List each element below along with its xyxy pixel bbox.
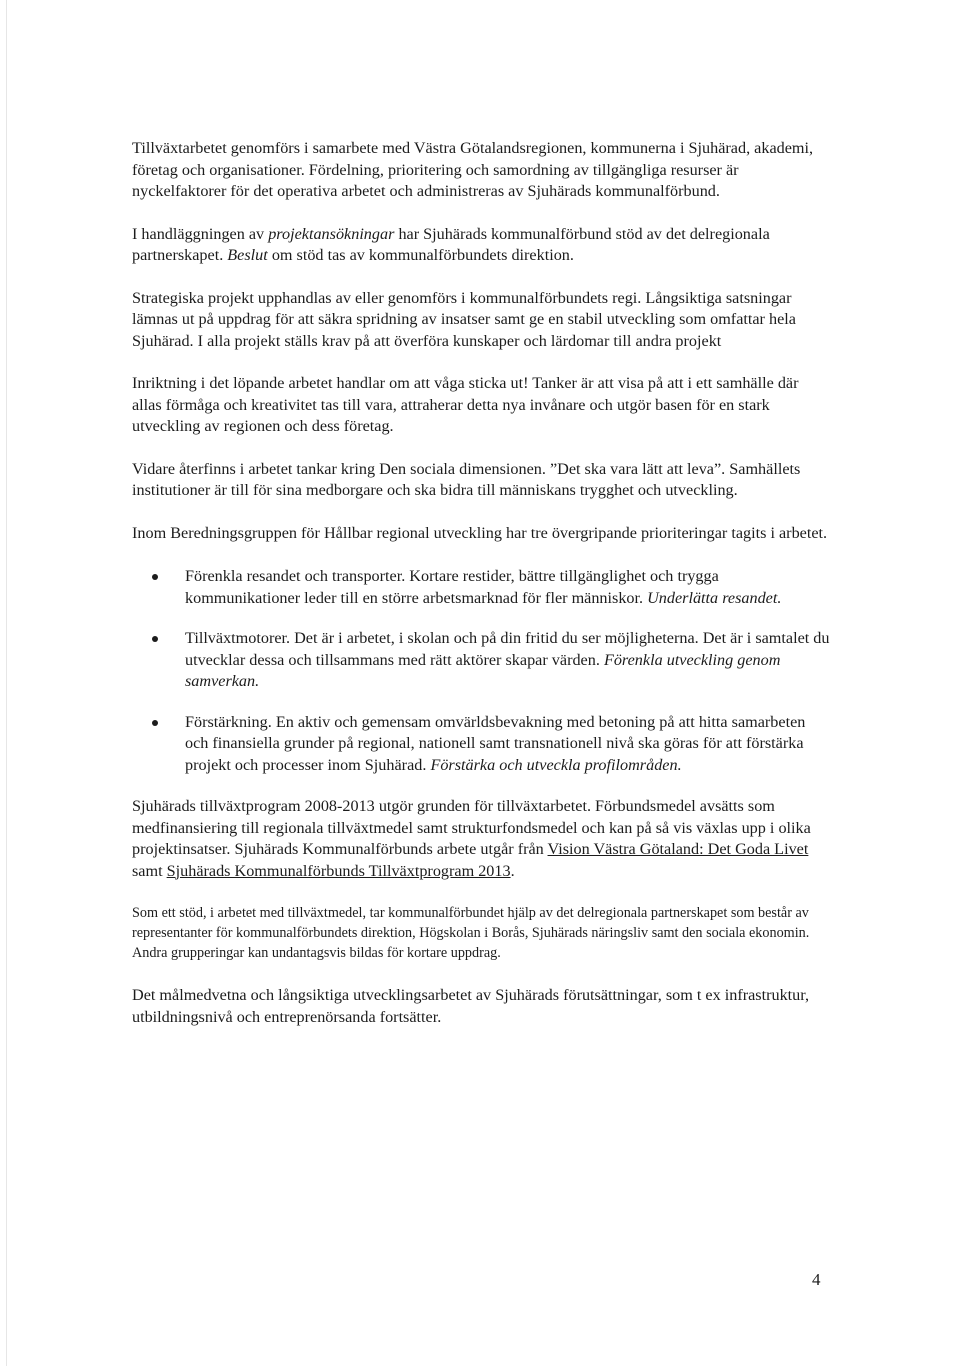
paragraph-strategic-projects: Strategiska projekt upphandlas av eller genomförs i kommunalförbundets regi. Långsiktiga satsningar lämnas ut på uppdrag för att säkra spridning av insatser samt ge en stabil utveckling som omfattar hela Sjuhärad. I alla projekt ställs krav på att överföra kunskaper och lärdomar till andra projekt <box>132 288 796 350</box>
italic-beslut: Beslut <box>227 246 268 264</box>
text-segment: Sjuhärads tillväxtprogram 2008-2013 utgör grunden för tillväxtarbetet. Förbundsmedel avsätts som medfinansiering till regionala tillväxtmedel samt strukturfondsmedel och kan på så vis växlas upp i olika projektinsatser. Sjuhärads Kommunalförbunds arbete utgår från <box>132 797 811 858</box>
text-segment: om stöd tas av kommunalförbundets direktion. <box>267 246 574 264</box>
link-vision-vastra-gotaland[interactable]: Vision Västra Götaland: Det Goda Livet <box>547 840 809 858</box>
paragraph-social-dimension: Vidare återfinns i arbetet tankar kring Den sociala dimensionen. ”Det ska vara lätt att leva”. Samhällets institutioner är till för sina medborgare och ska bidra till människans trygghet och utveckling. <box>132 459 801 499</box>
list-item <box>132 712 832 777</box>
list-item-text: Tillväxtmotorer. Det är i arbetet, i skolan och på din fritid du ser möjligheterna. Det är i samtalet du utvecklar dessa och tillsammans med rätt aktörer skapar värden. <box>185 629 830 669</box>
paragraph-partnership: Som ett stöd, i arbetet med tillväxtmedel, tar kommunalförbundet hjälp av det delregionala partnerskapet som består av representanter för kommunalförbundets direktion, Högskolan i Borås, Sjuhärads näringsliv samt den sociala ekonomin. Andra grupperingar kan undantagsvis bildas för kortare uppdrag. <box>132 905 810 961</box>
page-edge <box>6 0 7 1366</box>
list-item-italic: Förenkla utveckling genom samverkan. <box>185 650 781 690</box>
text-segment: samt <box>132 861 167 880</box>
italic-projektansokningar: projektansökningar <box>268 224 395 243</box>
bullet-dot <box>152 720 158 726</box>
paragraph-handling <box>132 224 832 267</box>
link-tillvaxtprogram-2013[interactable]: Sjuhärads Kommunalförbunds Tillväxtprogram 2013 <box>166 861 511 880</box>
paragraph-collaboration: Tillväxtarbetet genomförs i samarbete med Västra Götalandsregionen, kommunerna i Sjuhärad, akademi, företag och organisationer. Fördelning, prioritering och samordning av tillgängliga resurser är nyckelfaktorer för det operativa arbetet och administreras av Sjuhärads kommunalförbund. <box>132 139 814 200</box>
bullet-dot <box>152 636 158 642</box>
text-segment: . <box>510 861 515 880</box>
paragraph-growth-program <box>132 796 832 882</box>
text-segment: I handläggningen av <box>132 224 269 243</box>
page-number: 4 <box>812 1270 821 1289</box>
paragraph-priorities-intro: Inom Beredningsgruppen för Hållbar regional utveckling har tre övergripande prioriteringar tagits i arbetet. <box>132 523 828 542</box>
list-item-italic: Underlätta resandet. <box>647 588 782 607</box>
document-body <box>132 138 832 1049</box>
list-item-text: Förenkla resandet och transporter. Kortare restider, bättre tillgänglighet och trygga kommunikationer leder till en större arbetsmarknad för fler människor. <box>185 567 719 607</box>
list-item <box>132 628 832 693</box>
list-item-italic: Förstärka och utveckla profilområden. <box>430 755 682 774</box>
list-item-text: Förstärkning. En aktiv och gemensam omvärldsbevakning med betoning på att hitta samarbeten och finansiella grunder på regional, nationell samt transnationell nivå ska göras för att förstärka projekt och processer inom Sjuhärad. <box>185 712 806 774</box>
bullet-dot <box>152 574 158 580</box>
list-item <box>132 566 832 609</box>
paragraph-long-term: Det målmedvetna och långsiktiga utvecklingsarbetet av Sjuhärads förutsättningar, som t ex infrastruktur, utbildningsnivå och entreprenörsanda fortsätter. <box>132 986 810 1026</box>
paragraph-direction: Inriktning i det löpande arbetet handlar om att våga sticka ut! Tanker är att visa på att i ett samhälle där allas förmåga och kreativitet tas till vara, attraherar detta nya invånare och utgör basen för en stark utveckling av regionen och dess företag. <box>132 374 799 435</box>
text-segment: har Sjuhärads kommunalförbund stöd av det delregionala partnerskapet. <box>132 224 770 264</box>
priorities-list <box>132 566 832 776</box>
